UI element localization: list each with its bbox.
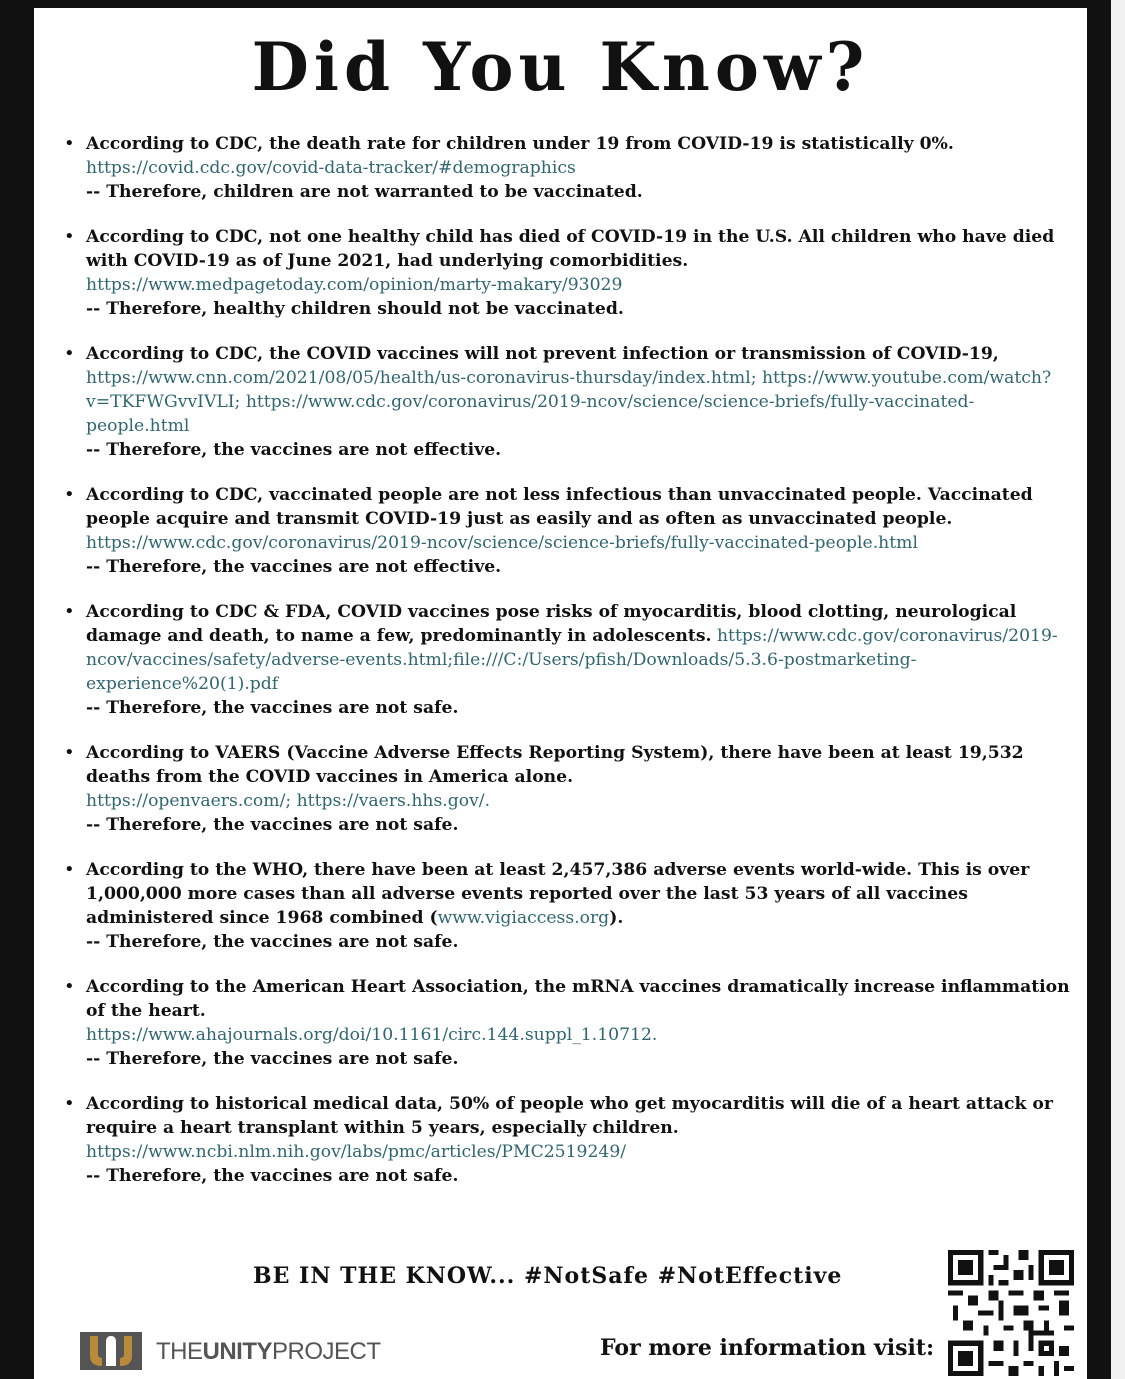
item-statement: According to the American Heart Association, the mRNA vaccines dramatically increase inflammation of the heart. bbox=[86, 977, 1070, 1021]
item-link[interactable]: https://openvaers.com/; https://vaers.hhs.gov/. bbox=[86, 791, 491, 811]
qr-code-icon[interactable] bbox=[948, 1250, 1074, 1376]
bullet: • bbox=[64, 976, 75, 997]
list-item bbox=[64, 132, 1074, 204]
item-link[interactable]: https://www.medpagetoday.com/opinion/marty-makary/93029 bbox=[86, 275, 623, 295]
right-border bbox=[1087, 0, 1111, 1379]
tagline: BE IN THE KNOW... #NotSafe #NotEffective bbox=[253, 1263, 843, 1289]
list-item bbox=[64, 483, 1074, 579]
bullet: • bbox=[64, 1093, 75, 1114]
item-conclusion: -- Therefore, the vaccines are not safe. bbox=[86, 1049, 459, 1069]
bullet: • bbox=[64, 601, 75, 622]
item-link[interactable]: www.vigiaccess.org bbox=[437, 908, 610, 928]
item-link[interactable]: https://www.cdc.gov/coronavirus/2019-ncov/vaccines/safety/adverse-events.html;file:///C:/Users/pfish/Downloads/5.3.6-postmarketing-experience%20(1).pdf bbox=[86, 626, 1058, 694]
item-statement: According to the WHO, there have been at least 2,457,386 adverse events world-wide. This is over 1,000,000 more cases than all adverse events reported over the last 53 years of all vaccines administered since 1968 combined ( bbox=[86, 860, 1030, 928]
item-conclusion: -- Therefore, the vaccines are not safe. bbox=[86, 1166, 459, 1186]
item-conclusion: -- Therefore, the vaccines are not effective. bbox=[86, 440, 502, 460]
bullet: • bbox=[64, 484, 75, 505]
list-item bbox=[64, 600, 1074, 720]
more-info-text: For more information visit: bbox=[600, 1335, 935, 1361]
bullet: • bbox=[64, 343, 75, 364]
item-statement: According to CDC & FDA, COVID vaccines pose risks of myocarditis, blood clotting, neurological damage and death, to name a few, predominantly in adolescents. bbox=[86, 602, 1017, 646]
list-item bbox=[64, 741, 1074, 837]
bullet: • bbox=[64, 133, 75, 154]
item-statement: According to CDC, the COVID vaccines will not prevent infection or transmission of COVID-19, bbox=[86, 344, 999, 364]
item-link[interactable]: https://covid.cdc.gov/covid-data-tracker/#demographics bbox=[86, 158, 576, 178]
logo-unity: UNITY bbox=[202, 1338, 272, 1365]
item-conclusion: -- Therefore, healthy children should not be vaccinated. bbox=[86, 299, 624, 319]
item-conclusion: -- Therefore, the vaccines are not safe. bbox=[86, 698, 459, 718]
item-statement-end: ). bbox=[609, 908, 624, 928]
item-conclusion: -- Therefore, the vaccines are not safe. bbox=[86, 815, 459, 835]
logo-wordmark bbox=[156, 1338, 381, 1366]
item-statement: According to CDC, not one healthy child has died of COVID-19 in the U.S. All children who have died with COVID-19 as of June 2021, had underlying comorbidities. bbox=[86, 227, 1055, 271]
right-edge bbox=[1087, 0, 1125, 1379]
facts-list bbox=[64, 132, 1074, 1209]
list-item bbox=[64, 225, 1074, 321]
item-statement: According to VAERS (Vaccine Adverse Effects Reporting System), there have been at least 19,532 deaths from the COVID vaccines in America alone. bbox=[86, 743, 1024, 787]
list-item bbox=[64, 858, 1074, 954]
unity-logo-icon bbox=[80, 1332, 142, 1370]
item-link[interactable]: https://www.ncbi.nlm.nih.gov/labs/pmc/articles/PMC2519249/ bbox=[86, 1142, 627, 1162]
list-item bbox=[64, 1092, 1074, 1188]
item-statement: According to CDC, the death rate for children under 19 from COVID-19 is statistically 0%. bbox=[86, 134, 954, 154]
item-statement: According to CDC, vaccinated people are not less infectious than unvaccinated people. Vaccinated people acquire and transmit COVID-19 just as easily and as often as unvaccinated people. bbox=[86, 485, 1033, 529]
page-title: Did You Know? bbox=[251, 28, 870, 106]
item-statement: According to historical medical data, 50% of people who get myocarditis will die of a heart attack or require a heart transplant within 5 years, especially children. bbox=[86, 1094, 1053, 1138]
list-item bbox=[64, 975, 1074, 1071]
item-link[interactable]: https://www.cnn.com/2021/08/05/health/us-coronavirus-thursday/index.html; https://www.youtube.com/watch?v=TKFWGvvIVLI; https://www.cdc.gov/coronavirus/2019-ncov/science/science-briefs/fully-vaccinated-people.html bbox=[86, 368, 1052, 436]
bullet: • bbox=[64, 226, 75, 247]
item-conclusion: -- Therefore, the vaccines are not effective. bbox=[86, 557, 502, 577]
item-conclusion: -- Therefore, children are not warranted to be vaccinated. bbox=[86, 182, 643, 202]
list-item bbox=[64, 342, 1074, 462]
bullet: • bbox=[64, 742, 75, 763]
item-link[interactable]: https://www.cdc.gov/coronavirus/2019-ncov/science/science-briefs/fully-vaccinated-people.html bbox=[86, 533, 918, 553]
item-link[interactable]: https://www.ahajournals.org/doi/10.1161/circ.144.suppl_1.10712. bbox=[86, 1025, 658, 1045]
logo-the: THE bbox=[156, 1338, 203, 1365]
item-conclusion: -- Therefore, the vaccines are not safe. bbox=[86, 932, 459, 952]
bullet: • bbox=[64, 859, 75, 880]
logo-project: PROJECT bbox=[272, 1338, 381, 1365]
